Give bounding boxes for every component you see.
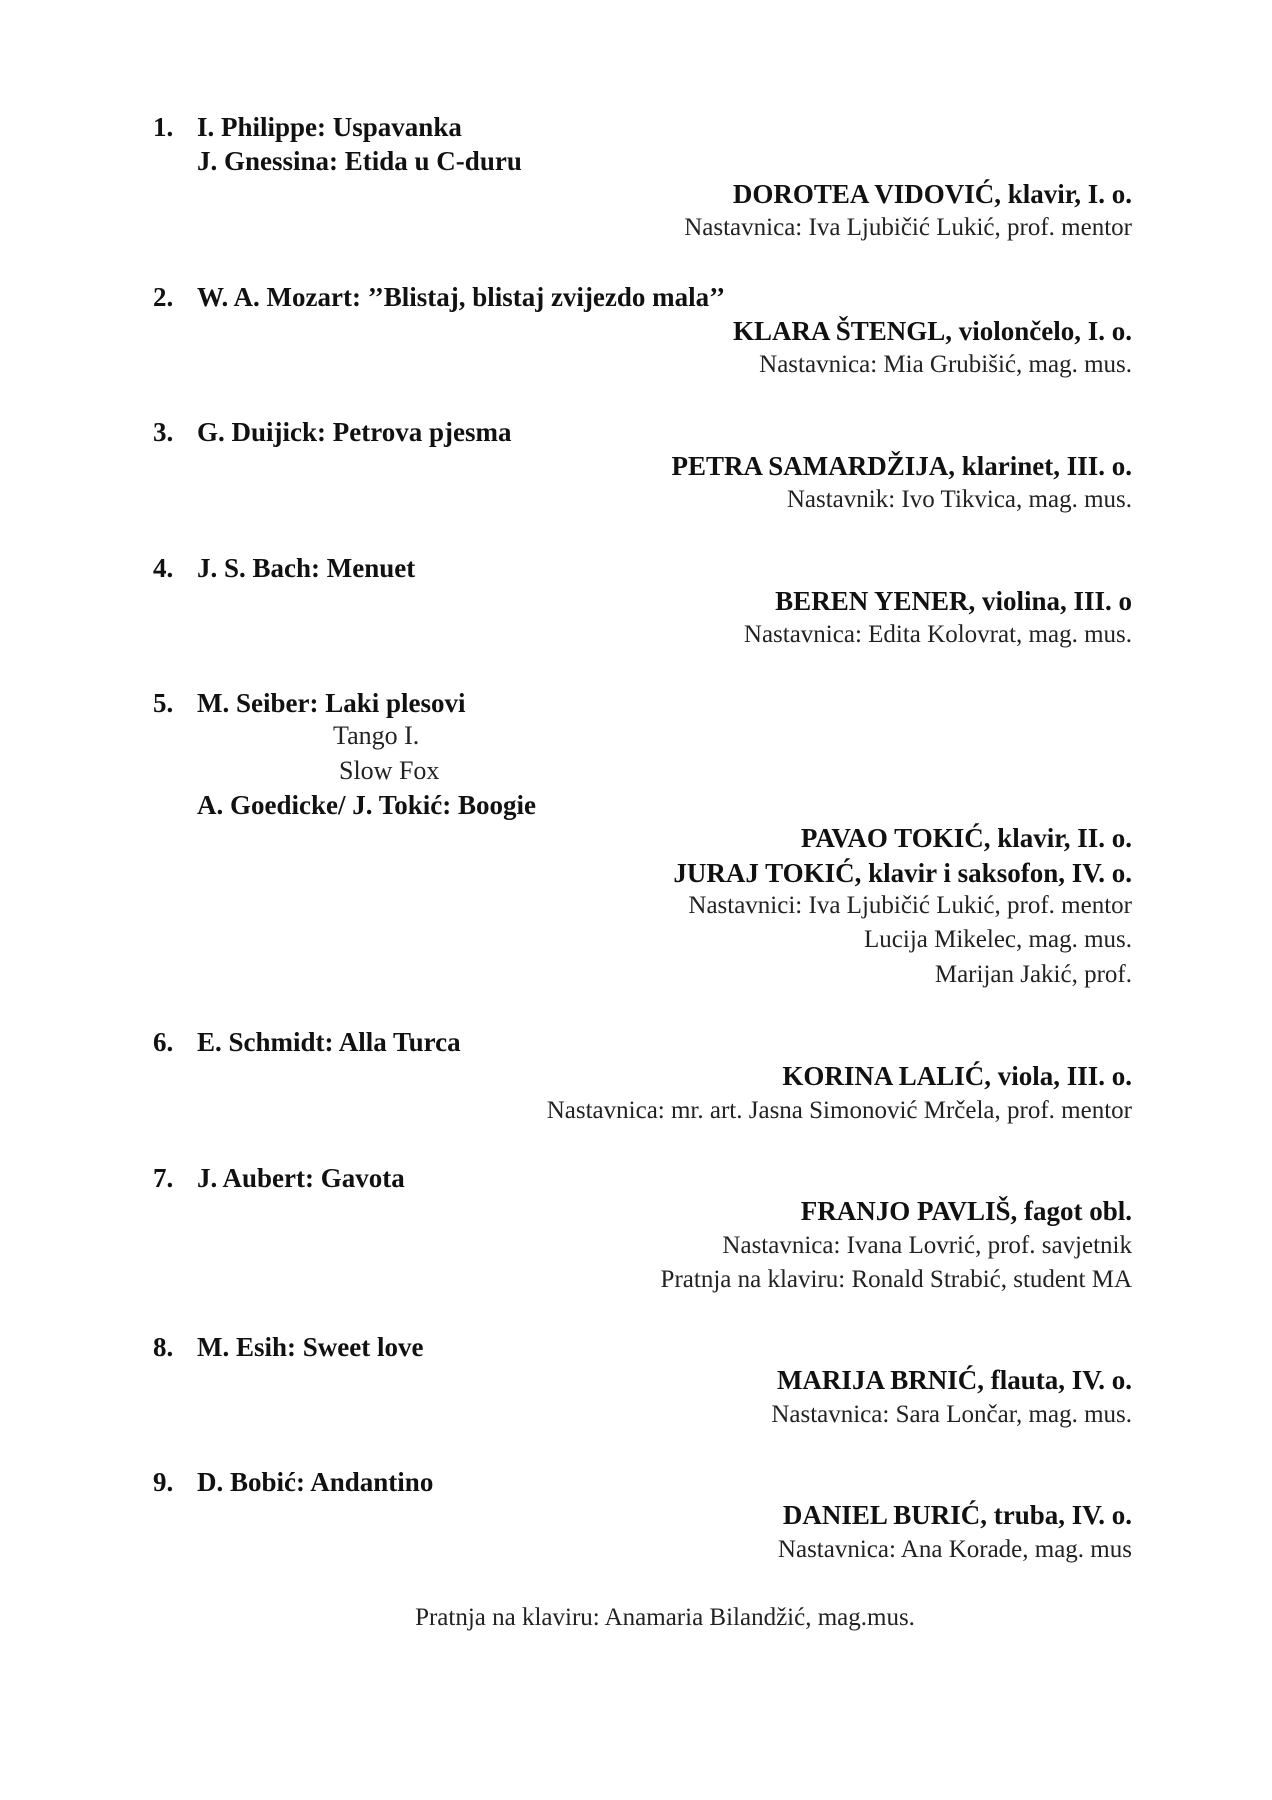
footer-accompanist: Pratnja na klaviru: Anamaria Bilandžić, mag.mus. <box>415 1604 915 1631</box>
item-number: 1. <box>153 112 174 142</box>
work-title: A. Goedicke/ J. Tokić: Boogie <box>197 790 537 820</box>
movement: Tango I. <box>333 721 420 750</box>
performer: KORINA LALIĆ, viola, III. o. <box>782 1061 1132 1091</box>
work-title: M. Esih: Sweet love <box>197 1332 424 1362</box>
item-number: 5. <box>153 688 174 718</box>
movement: Slow Fox <box>339 756 440 785</box>
performer: PAVAO TOKIĆ, klavir, II. o. <box>800 823 1132 853</box>
teacher: Marijan Jakić, prof. <box>934 961 1132 988</box>
teacher: Nastavnica: Edita Kolovrat, mag. mus. <box>743 621 1132 648</box>
item-number: 8. <box>153 1332 174 1362</box>
item-number: 6. <box>153 1027 174 1057</box>
work-title: J. Gnessina: Etida u C-duru <box>197 146 522 176</box>
accompanist: Pratnja na klaviru: Ronald Strabić, student MA <box>660 1266 1132 1293</box>
teacher: Nastavnica: Ana Korade, mag. mus <box>777 1536 1132 1563</box>
work-title: G. Duijick: Petrova pjesma <box>197 417 512 447</box>
teacher: Nastavnica: mr. art. Jasna Simonović Mrčela, prof. mentor <box>546 1097 1132 1124</box>
performer: DANIEL BURIĆ, truba, IV. o. <box>782 1500 1132 1530</box>
teacher: Nastavnica: Iva Ljubičić Lukić, prof. mentor <box>684 214 1132 241</box>
performer: PETRA SAMARDŽIJA, klarinet, III. o. <box>671 451 1132 481</box>
work-title: W. A. Mozart: ’’Blistaj, blistaj zvijezdo mala’’ <box>197 282 726 312</box>
item-number: 4. <box>153 553 174 583</box>
item-number: 2. <box>153 282 174 312</box>
teacher: Nastavnik: Ivo Tikvica, mag. mus. <box>786 486 1132 513</box>
work-title: E. Schmidt: Alla Turca <box>197 1027 461 1057</box>
teacher: Nastavnica: Ivana Lovrić, prof. savjetnik <box>722 1232 1132 1259</box>
item-number: 3. <box>153 417 174 447</box>
teacher: Nastavnica: Sara Lončar, mag. mus. <box>771 1401 1132 1428</box>
work-title: I. Philippe: Uspavanka <box>197 112 462 142</box>
item-number: 7. <box>153 1163 174 1193</box>
teacher: Nastavnica: Mia Grubišić, mag. mus. <box>759 351 1132 378</box>
performer: MARIJA BRNIĆ, flauta, IV. o. <box>776 1365 1132 1395</box>
performer: FRANJO PAVLIŠ, fagot obl. <box>800 1196 1132 1226</box>
work-title: D. Bobić: Andantino <box>197 1467 434 1497</box>
teacher: Nastavnici: Iva Ljubičić Lukić, prof. mentor <box>688 892 1132 919</box>
performer: KLARA ŠTENGL, violončelo, I. o. <box>732 316 1132 346</box>
performer: BEREN YENER, violina, III. o <box>775 586 1132 616</box>
teacher: Lucija Mikelec, mag. mus. <box>864 926 1132 953</box>
item-number: 9. <box>153 1467 174 1497</box>
work-title: J. S. Bach: Menuet <box>197 553 416 583</box>
performer: JURAJ TOKIĆ, klavir i saksofon, IV. o. <box>673 858 1132 888</box>
work-title: J. Aubert: Gavota <box>197 1163 405 1193</box>
performer: DOROTEA VIDOVIĆ, klavir, I. o. <box>732 179 1132 209</box>
work-title: M. Seiber: Laki plesovi <box>197 688 466 718</box>
